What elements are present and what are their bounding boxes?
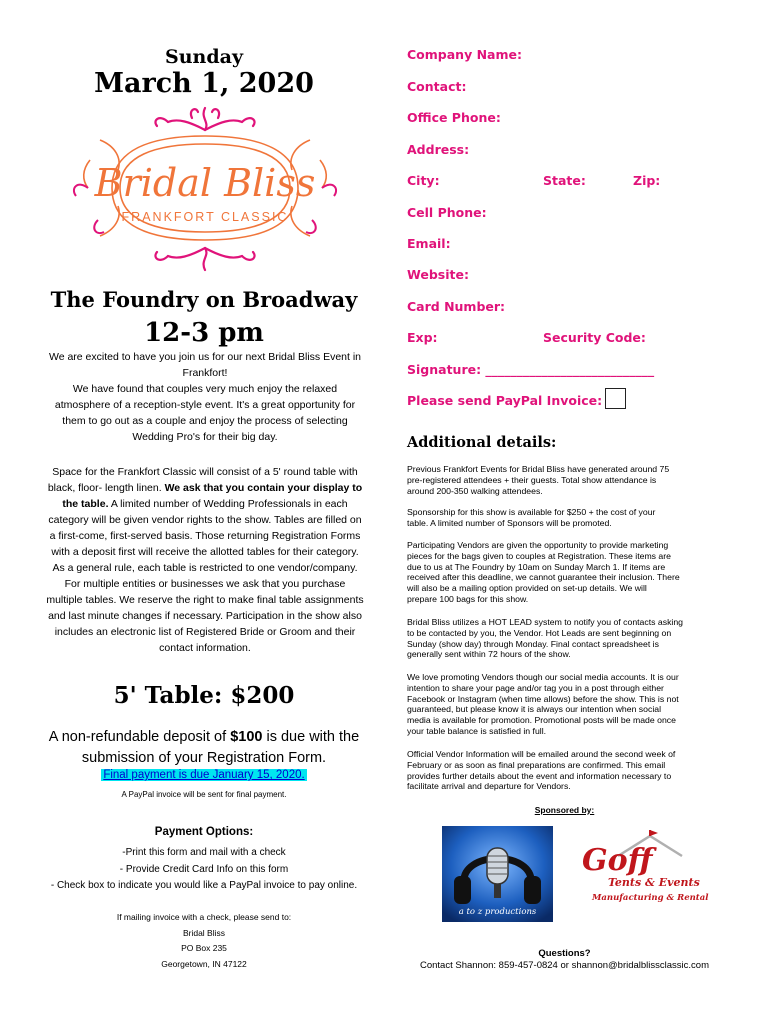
intro-line: Wedding Pro's for their big day. [132, 431, 278, 443]
space-line: For multiple entities or businesses we ask that you purchase [64, 578, 346, 590]
signature-line: Signature: ___________________________ [407, 362, 655, 377]
questions-title: Questions? [538, 948, 591, 959]
a-to-z-productions-logo [442, 826, 553, 922]
payment-option: - Check box to indicate you would like a PayPal invoice to pay online. [50, 880, 358, 891]
intro-line: We have found that couples very much enjoy the relaxed [72, 383, 338, 395]
sponsor2-name: Goff [582, 843, 653, 878]
logo-subtitle: FRANKFORT CLASSIC [121, 210, 289, 224]
company-name-label: Company Name: [407, 47, 522, 62]
sponsor2-line2: Manufacturing & Rental [592, 893, 709, 903]
logo-title: Bridal Bliss [94, 161, 316, 205]
space-line: multiple tables. We reserve the right to make final table assignments [46, 594, 364, 606]
space-line: a first-come, first-served basis. Those returning Registration Forms [49, 530, 361, 542]
space-line: Space for the Frankfort Classic will consist of a 5' round table with [52, 466, 358, 478]
cell-phone-label: Cell Phone: [407, 205, 487, 220]
deposit-note: A non-refundable deposit of $100 is due with the submission of your Registration Form. [48, 729, 360, 766]
paypal-invoice-label: Please send PayPal Invoice: [407, 393, 603, 408]
space-line: includes an electronic list of Registered Bride or Groom and their [54, 626, 356, 638]
state-label: State: [543, 173, 586, 188]
detail-paragraph: Bridal Bliss utilizes a HOT LEAD system to notify you of contacts asking to be contacted by you, the Vendor. Hot Leads are sent beginning on Sunday (show day) through Monday. Final contact spreadsheet is generally sent within 72 hours of the show. [407, 617, 684, 660]
table-info-paragraph [40, 464, 370, 656]
bridal-bliss-logo [60, 100, 350, 275]
intro-line: them to go out as a couple and enjoy the process of selecting [62, 415, 348, 427]
detail-paragraph: Previous Frankfort Events for Bridal Bliss have generated around 75 pre-registered attendees + their guests. Total show attendance is around 200-350 walking attendees. [407, 464, 670, 496]
space-line: with a deposit first will receive the allotted tables for their category. [51, 546, 359, 558]
sponsor1-text: a to z productions [458, 907, 537, 917]
space-line: and last minute changes if necessary. Participation in the show also [48, 610, 362, 622]
payment-option: - Provide Credit Card Info on this form [119, 864, 289, 875]
security-code-label: Security Code: [543, 330, 646, 345]
detail-paragraph: We love promoting Vendors though our social media accounts. It is our intention to share your page and/or tag you in a post through either Facebook or Instagram (when time allows) before the show. This is not guaranteed, but please know it is always our intention when social media is available for promotion. Promotional posts will be made once your table balance is satisfied in full. [407, 672, 679, 736]
intro-paragraph [40, 349, 370, 445]
space-line: black, floor- length linen. We ask that you contain your display to [47, 482, 363, 494]
mailing-address: If mailing invoice with a check, please send to: Bridal Bliss PO Box 235 Georgetown, IN 47122 [116, 912, 292, 969]
email-label: Email: [407, 236, 451, 251]
exp-label: Exp: [407, 330, 438, 345]
office-phone-label: Office Phone: [407, 110, 501, 125]
paypal-invoice-checkbox[interactable] [605, 388, 626, 409]
detail-paragraph: Participating Vendors are given the opportunity to provide marketing pieces for the bags given to couples at Registration. These items are due to us at The Foundry by 10am on Sunday March 1. If items are received after this deadline, we cannot guarantee their inclusion. There will also be a mailing option provided on set-up details. We will prepare 100 bags for this show. [407, 540, 680, 604]
goff-tents-events-logo [578, 828, 709, 910]
space-line: the table. A limited number of Wedding Professionals in each [62, 498, 348, 510]
space-line: contact information. [159, 642, 251, 654]
paypal-invoice-note: A PayPal invoice will be sent for final payment. [121, 790, 287, 799]
venue-title: The Foundry on Broadway [50, 287, 358, 312]
intro-line: atmosphere of a reception-style event. It's a great opportunity for [54, 399, 356, 411]
detail-paragraph: Sponsorship for this show is available for $250 + the cost of your table. A limited number of Sponsors will be promoted. [407, 507, 656, 528]
final-payment-note: Final payment is due January 15, 2020. [103, 769, 305, 781]
space-line: category will be given vendor rights to the show. Tables are filled on [48, 514, 362, 526]
detail-paragraph: Official Vendor Information will be emailed around the second week of February or as soon as final preparations are confirmed. This email provides further details about the event and information necessary to facilitate arrival and departure for Vendors. [407, 749, 676, 792]
space-line: As a general rule, each table is restricted to one vendor/company. [52, 562, 358, 574]
payment-option: -Print this form and mail with a check [122, 847, 286, 858]
event-date: March 1, 2020 [94, 68, 314, 99]
sponsor2-line1: Tents & Events [608, 876, 700, 889]
card-number-label: Card Number: [407, 299, 506, 314]
event-day: Sunday [165, 46, 243, 68]
contact-info: Contact Shannon: 859-457-0824 or shannon@bridalblissclassic.com [419, 960, 709, 971]
contact-label: Contact: [407, 79, 467, 94]
event-time: 12-3 pm [144, 318, 264, 348]
address-label: Address: [407, 142, 470, 157]
city-label: City: [407, 173, 440, 188]
intro-line: We are excited to have you join us for our next Bridal Bliss Event in [48, 351, 362, 363]
table-price: 5' Table: $200 [113, 682, 295, 709]
sponsored-by-title: Sponsored by: [534, 805, 595, 815]
zip-label: Zip: [633, 173, 661, 188]
intro-line: Frankfort! [182, 367, 228, 379]
payment-options-title: Payment Options: [154, 826, 254, 838]
website-label: Website: [407, 267, 469, 282]
additional-details-title: Additional details: [407, 434, 557, 451]
